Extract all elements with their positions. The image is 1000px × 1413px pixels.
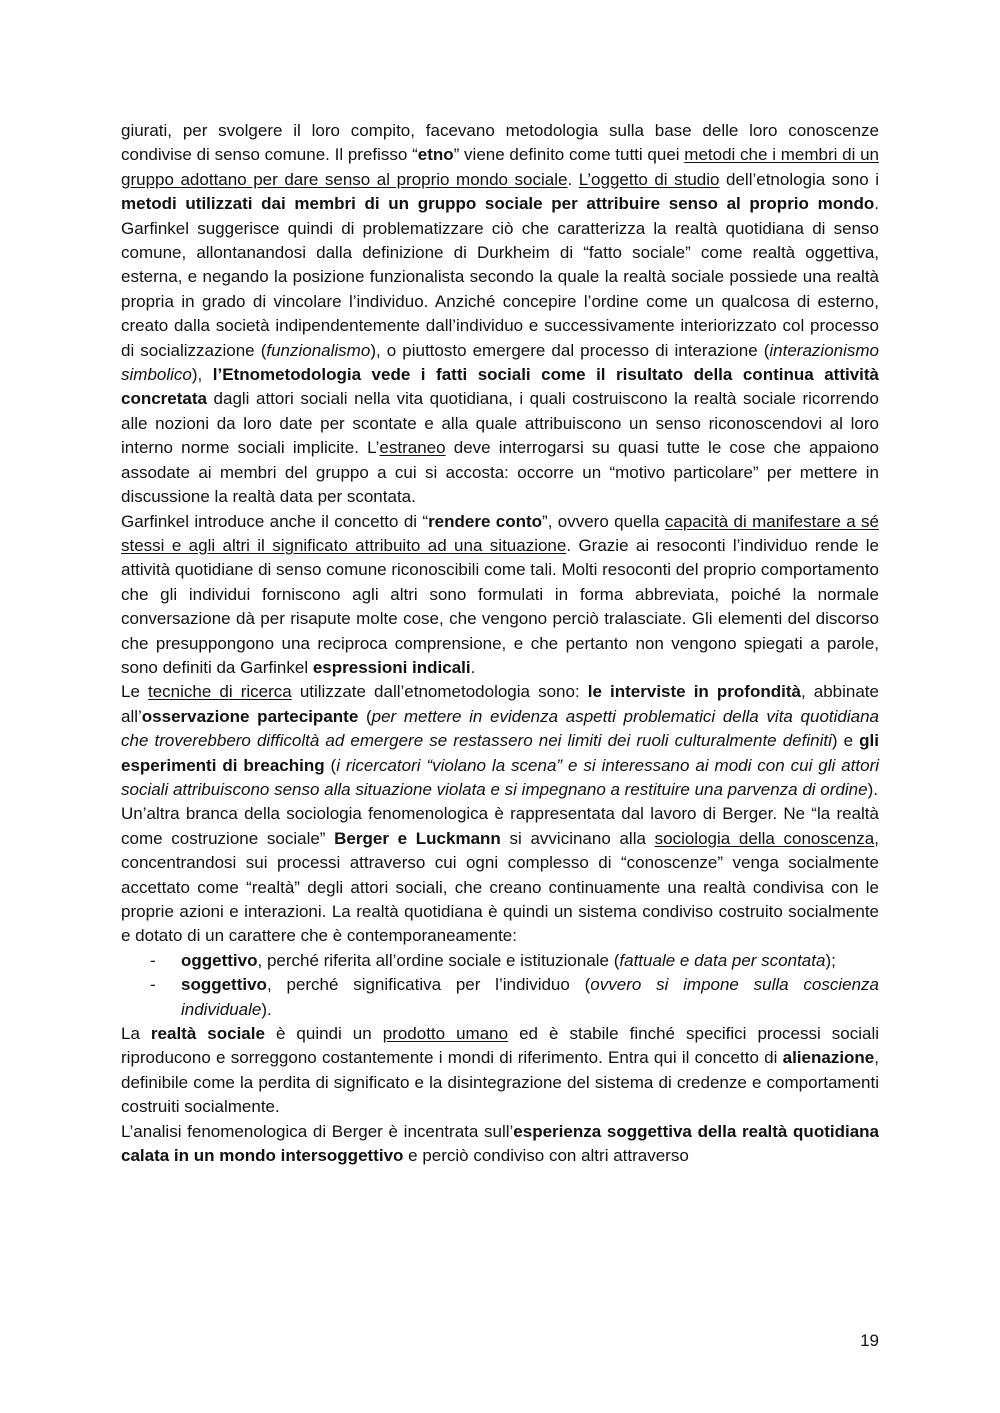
text-run: ) e	[831, 731, 860, 751]
text-run: utilizzate dall’etnometodologia sono:	[291, 682, 588, 702]
text-run: .	[470, 657, 476, 677]
italic-text: per mettere in evidenza aspetti problematici della vita quotidiana che troverebbero difficoltà ad emergere se restassero nei limiti dei ruoli culturalmente definiti	[121, 706, 879, 751]
list-item-soggettivo	[121, 973, 879, 1022]
text-run: ” viene definito come tutti quei	[453, 145, 685, 165]
bold-text: gli esperimenti di breaching	[121, 731, 879, 775]
text-run: Le	[121, 682, 148, 702]
paragraph-realta-sociale	[121, 1022, 879, 1120]
text-run: ),	[191, 365, 213, 385]
text-run: ).	[261, 999, 272, 1019]
list-marker: -	[150, 950, 156, 970]
bold-text: esperienza soggettiva della realtà quotidiana calata in un mondo intersoggettivo	[121, 1121, 879, 1166]
bold-text: rendere conto	[428, 511, 543, 531]
bold-text: soggettivo	[181, 975, 267, 995]
bold-text: l’Etnometodologia vede i fatti sociali come il risultato della continua attività concretata	[121, 365, 879, 409]
underlined-text: tecniche di ricerca	[148, 682, 292, 702]
bold-text: osservazione partecipante	[141, 706, 359, 726]
text-run: , definibile come la perdita di significato e la disintegrazione del sistema di credenze e comportamenti costruiti socialmente.	[121, 1048, 879, 1117]
bold-text: le interviste in profondità	[587, 682, 801, 702]
text-run: deve interrogarsi su quasi tutte le cose che appaiono assodate ai membri del gruppo a cui si accosta: occorre un “motivo particolare” per mettere in discussione la realtà data per scontata.	[121, 438, 880, 507]
text-run: (	[358, 706, 372, 726]
characteristics-list	[121, 949, 879, 1022]
body-text	[121, 119, 879, 1168]
text-run: La	[121, 1024, 151, 1044]
text-run: è quindi un	[264, 1024, 383, 1044]
italic-text: i ricercatori “violano la scena” e si interessano ai modi con cui gli attori sociali attribuiscono senso alla situazione violata e si impegnano a restituire una parvenza di ordine	[121, 755, 880, 799]
list-item-oggettivo	[121, 949, 879, 973]
text-run: ), o piuttosto emergere dal processo di interazione (	[370, 340, 770, 360]
bold-text: Berger e Luckmann	[334, 828, 501, 848]
text-run: ”, ovvero quella	[542, 511, 665, 531]
text-run: (	[324, 755, 337, 775]
paragraph-tecniche-ricerca	[121, 680, 879, 802]
list-item-text	[181, 975, 879, 1018]
paragraph-berger	[121, 802, 879, 948]
text-run: giurati, per svolgere il loro compito, facevano metodologia sulla base delle loro conoscenze condivise di senso comune. Il prefisso “	[121, 121, 879, 165]
text-run: );	[825, 950, 836, 970]
text-run: , concentrandosi sui processi attraverso cui ogni complesso di “conoscenze” venga socialmente accettato come “realtà” degli attori sociali, che creano continuamente una realtà condivisa con le proprie azioni e interazioni. La realtà quotidiana è quindi un sistema condiviso costruito socialmente e dotato di un carattere che è contemporaneamente:	[121, 828, 879, 946]
paragraph-analisi-fenomenologica	[121, 1120, 879, 1169]
italic-text: fattuale e data per scontata	[619, 950, 826, 970]
text-run: , perché significativa per l’individuo (	[266, 975, 591, 995]
text-run: ).	[867, 779, 878, 799]
bold-text: realtà sociale	[150, 1024, 265, 1044]
underlined-text: prodotto umano	[382, 1024, 509, 1044]
text-run: ed è stabile finché specifici processi sociali riproducono e sorreggono costantemente i mondi di riferimento. Entra qui il concetto di	[121, 1024, 879, 1068]
italic-text: ovvero si impone sulla coscienza individuale	[181, 975, 879, 1019]
text-run: Un’altra branca della sociologia fenomenologica è rappresentata dal lavoro di Berger. Ne “la realtà come costruzione sociale”	[121, 804, 879, 848]
bold-text: alienazione	[782, 1048, 875, 1068]
text-run: si avvicinano alla	[500, 828, 655, 848]
bold-text: oggettivo	[181, 950, 258, 970]
text-run: .	[567, 169, 579, 189]
italic-text: interazionismo simbolico	[121, 340, 879, 385]
underlined-text: L’oggetto di studio	[578, 169, 720, 189]
underlined-text: estraneo	[379, 438, 446, 458]
list-item-text	[181, 951, 836, 970]
text-run: , perché riferita all’ordine sociale e istituzionale (	[257, 950, 620, 970]
text-run: dell’etnologia sono i	[719, 169, 879, 189]
text-run: Garfinkel introduce anche il concetto di “	[121, 511, 429, 531]
italic-text: funzionalismo	[266, 340, 371, 360]
text-run: L’analisi fenomenologica di Berger è incentrata sull’	[121, 1121, 514, 1141]
text-run: e perciò condiviso con altri attraverso	[403, 1146, 689, 1166]
underlined-text: capacità di manifestare a sé stessi e agli altri il significato attribuito ad una situazione	[121, 511, 880, 555]
list-marker: -	[150, 975, 156, 995]
text-run: . Grazie ai resoconti l’individuo rende le attività quotidiane di senso comune riconoscibili come tali. Molti resoconti del proprio comportamento che gli individui forniscono agli altri sono formulati in forma abbreviata, poiché la normale conversazione dà per risapute molte cose, che vengono perciò tralasciate. Gli elementi del discorso che presuppongono una reciproca comprensione, e che pertanto non vengono spiegati a parole, sono definiti da Garfinkel	[121, 535, 880, 677]
bold-text: etno	[417, 145, 454, 165]
underlined-text: sociologia della conoscenza	[654, 828, 875, 848]
page-number: 19	[860, 1331, 879, 1350]
bold-text: espressioni indicali	[312, 657, 471, 677]
text-run: , abbinate all’	[121, 682, 879, 726]
text-run: . Garfinkel suggerisce quindi di problematizzare ciò che caratterizza la realtà quotidiana di senso comune, allontanandosi dalla definizione di Durkheim di “fatto sociale” come realtà oggettiva, esterna, e negando la posizione funzionalista secondo la quale la realtà sociale possiede una realtà propria in grado di vincolare l’individuo. Anziché concepire l’ordine come un qualcosa di esterno, creato dalla società indipendentemente dall’individuo e successivamente interiorizzato col processo di socializzazione (	[121, 194, 879, 360]
bold-text: metodi utilizzati dai membri di un gruppo sociale per attribuire senso al proprio mondo	[121, 194, 875, 214]
paragraph-etnometodologia	[121, 119, 879, 510]
text-run: dagli attori sociali nella vita quotidiana, i quali costruiscono la realtà sociale ricorrendo alle nozioni da loro date per scontate e alla quale attribuiscono un senso riconoscendovi al loro interno norme sociali implicite. L’	[121, 389, 879, 458]
underlined-text: metodi che i membri di un gruppo adottano per dare senso al proprio mondo sociale	[121, 145, 879, 189]
paragraph-rendere-conto	[121, 510, 879, 681]
